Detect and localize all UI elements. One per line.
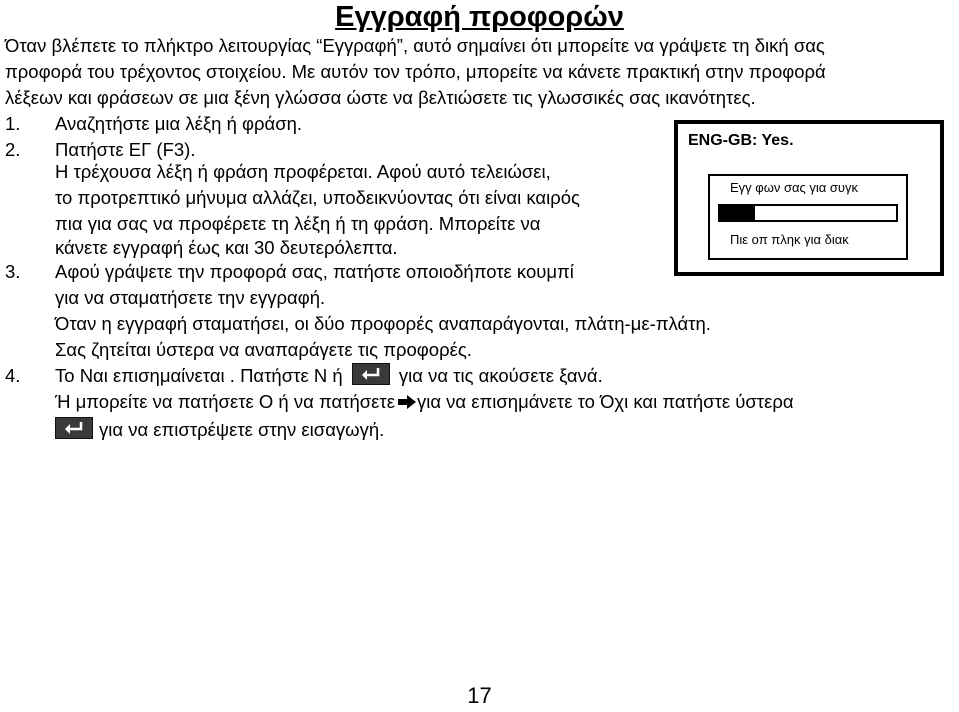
intro-line-1: Όταν βλέπετε το πλήκτρο λειτουργίας “Εγγραφή”, αυτό σημαίνει ότι μπορείτε να γράψετε τη δική σας (5, 35, 825, 56)
recording-progress-bar (718, 204, 898, 222)
step-3-line-2: Όταν η εγγραφή σταματήσει, οι δύο προφορές αναπαράγονται, πλάτη-με-πλάτη. (55, 313, 711, 334)
screen-hint-text: Πιε οπ πληκ για διακ (730, 232, 849, 247)
step-2-line-4: κάνετε εγγραφή έως και 30 δευτερόλεπτα. (55, 237, 398, 258)
step-2-number: 2. (5, 139, 21, 160)
step-1-number: 1. (5, 113, 21, 134)
step-4-line-2 (55, 389, 794, 417)
step-4-line-3 (55, 417, 384, 443)
screen-title: ENG-GB: Yes. (688, 132, 794, 149)
step-3-text: Αφού γράψετε την προφορά σας, πατήστε οποιοδήποτε κουμπί (55, 261, 574, 282)
page-number: 17 (467, 683, 492, 708)
step-3-line-1: για να σταματήσετε την εγγραφή. (55, 287, 326, 308)
recording-prompt-box (708, 174, 908, 260)
intro-line-3: λέξεων και φράσεων σε μια ξένη γλώσσα ώστε να βελτιώσετε τις γλωσσικές σας ικανότητες. (5, 87, 756, 108)
step-4-line-1 (55, 363, 603, 389)
step-4-text-a: Το Ναι επισημαίνεται . Πατήστε Ν ή (55, 365, 343, 386)
step-2-line-1: Η τρέχουσα λέξη ή φράση προφέρεται. Αφού αυτό τελειώσει, (55, 161, 551, 182)
step-4-text-b: για να τις ακούσετε ξανά. (398, 365, 603, 386)
step-3-number: 3. (5, 261, 21, 282)
enter-key-icon-2 (55, 417, 93, 439)
step-4-number: 4. (5, 365, 21, 386)
step-4-line-3-text: για να επιστρέψετε στην εισαγωγή. (99, 419, 385, 440)
progress-fill (720, 206, 755, 220)
screen-prompt-text: Εγγ φων σας για συγκ (730, 180, 859, 195)
enter-key-icon (352, 363, 390, 385)
device-screen (674, 120, 944, 276)
step-2-line-2: το προτρεπτικό μήνυμα αλλάζει, υποδεικνύοντας ότι είναι καιρός (55, 187, 580, 208)
step-1-text: Αναζητήστε μια λέξη ή φράση. (55, 113, 303, 134)
step-2-text: Πατήστε ΕΓ (F3). (55, 139, 196, 160)
page-title: Εγγραφή προφορών (335, 1, 624, 33)
step-2-line-3: πια για σας να προφέρετε τη λέξη ή τη φράση. Μπορείτε να (55, 213, 541, 234)
intro-line-2: προφορά του τρέχοντος στοιχείου. Με αυτόν τον τρόπο, μπορείτε να κάνετε πρακτική στην προφορά (5, 61, 826, 82)
right-arrow-icon (397, 391, 417, 417)
step-4-line-2-text-a: Ή μπορείτε να πατήσετε Ο ή να πατήσετε (55, 391, 395, 412)
step-3-line-3: Σας ζητείται ύστερα να αναπαράγετε τις προφορές. (55, 339, 472, 360)
step-4-line-2-text-b: για να επισημάνετε το Όχι και πατήστε ύστερα (416, 391, 794, 412)
